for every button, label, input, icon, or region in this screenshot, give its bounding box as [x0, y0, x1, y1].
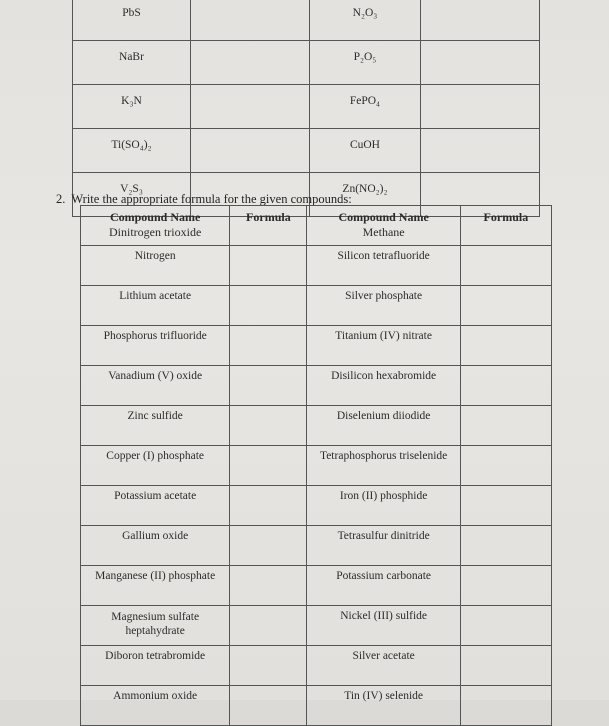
formula-answer-right[interactable]: [460, 566, 551, 606]
formula-answer-left[interactable]: [230, 246, 307, 286]
formula-answer-left[interactable]: [230, 446, 307, 486]
answer-cell-right[interactable]: [420, 0, 539, 41]
formula-answer-left[interactable]: [230, 686, 307, 726]
formula-answer-right[interactable]: [460, 406, 551, 446]
compound-formula-right: N₂O₃: [310, 0, 420, 41]
compound-formula-right: CuOH: [310, 129, 420, 173]
compound-name-left: Diboron tetrabromide: [81, 646, 230, 686]
compound-name-right: Nickel (III) sulfide: [307, 606, 460, 646]
table-header-row: [81, 206, 552, 246]
compound-name-left: Potassium acetate: [81, 486, 230, 526]
compound-formula-right: FePO₄: [310, 85, 420, 129]
compound-name-left: Vanadium (V) oxide: [81, 366, 230, 406]
formula-answer-left[interactable]: [230, 366, 307, 406]
header-formula-2: Formula: [460, 206, 551, 246]
table-row: [81, 566, 552, 606]
compound-formula-left: Ti(SO₄)₂: [73, 129, 191, 173]
header-compound-name-1: Compound Name Dinitrogen trioxide: [81, 206, 230, 246]
first-compound-right: Methane: [362, 225, 405, 239]
answer-cell-left[interactable]: [190, 41, 309, 85]
formula-answer-right[interactable]: [460, 446, 551, 486]
compound-name-right: Tetrasulfur dinitride: [307, 526, 460, 566]
compound-name-left: Manganese (II) phosphate: [81, 566, 230, 606]
formula-answer-left[interactable]: [230, 286, 307, 326]
formula-answer-right[interactable]: [460, 246, 551, 286]
compound-name-left: Phosphorus trifluoride: [81, 326, 230, 366]
compound-name-right: Silicon tetrafluoride: [307, 246, 460, 286]
formula-answer-left[interactable]: [230, 526, 307, 566]
formula-answer-right[interactable]: [460, 486, 551, 526]
compound-name-right: Iron (II) phosphide: [307, 486, 460, 526]
formula-answer-left[interactable]: [230, 606, 307, 646]
table-row: [81, 686, 552, 726]
answer-cell-right[interactable]: [420, 129, 539, 173]
table-row: [81, 646, 552, 686]
header-compound-name-2: Compound Name Methane: [307, 206, 460, 246]
formula-answer-left[interactable]: [230, 646, 307, 686]
table-row: [81, 286, 552, 326]
table-row: [81, 406, 552, 446]
compound-name-left: Magnesium sulfate heptahydrate: [81, 606, 230, 646]
compound-formula-left: NaBr: [73, 41, 191, 85]
formula-answer-right[interactable]: [460, 686, 551, 726]
table-row: [81, 326, 552, 366]
name-to-formula-table: [80, 205, 552, 726]
compound-name-left: Copper (I) phosphate: [81, 446, 230, 486]
compound-formula-left: PbS: [73, 0, 191, 41]
compound-name-left: Lithium acetate: [81, 286, 230, 326]
compound-name-left: Gallium oxide: [81, 526, 230, 566]
table-row: [73, 129, 540, 173]
compound-formula-left: K₃N: [73, 85, 191, 129]
first-compound-left: Dinitrogen trioxide: [108, 225, 202, 239]
table-row: [81, 246, 552, 286]
compound-name-right: Potassium carbonate: [307, 566, 460, 606]
answer-cell-right[interactable]: [420, 85, 539, 129]
compound-name-left: Ammonium oxide: [81, 686, 230, 726]
table-row: [73, 85, 540, 129]
answer-cell-right[interactable]: [420, 41, 539, 85]
header-formula-1: Formula: [230, 206, 307, 246]
answer-cell-left[interactable]: [190, 85, 309, 129]
table-row: [81, 366, 552, 406]
answer-cell-left[interactable]: [190, 129, 309, 173]
compound-formula-right: Zn(NO₂)₂: [310, 173, 420, 217]
compound-name-right: Diselenium diiodide: [307, 406, 460, 446]
formula-answer-left[interactable]: [230, 566, 307, 606]
formula-answer-right[interactable]: [460, 606, 551, 646]
table-row: [81, 606, 552, 646]
table-row: [81, 526, 552, 566]
formula-answer-left[interactable]: [230, 406, 307, 446]
compound-formula-left: V₂S₃: [73, 173, 191, 217]
formula-to-name-table: [72, 0, 540, 217]
formula-answer-right[interactable]: [460, 366, 551, 406]
formula-answer-right[interactable]: [460, 526, 551, 566]
answer-cell-left[interactable]: [190, 0, 309, 41]
compound-name-right: Tetraphosphorus triselenide: [307, 446, 460, 486]
table-row: [73, 41, 540, 85]
table-row: [81, 486, 552, 526]
compound-name-left: Zinc sulfide: [81, 406, 230, 446]
compound-name-right: Tin (IV) selenide: [307, 686, 460, 726]
question-number: 2.: [56, 192, 66, 206]
compound-formula-right: P₂O₅: [310, 41, 420, 85]
compound-name-left: Nitrogen: [81, 246, 230, 286]
compound-name-right: Disilicon hexabromide: [307, 366, 460, 406]
table-row: [81, 446, 552, 486]
formula-answer-right[interactable]: [460, 326, 551, 366]
formula-answer-right[interactable]: [460, 646, 551, 686]
formula-answer-left[interactable]: [230, 326, 307, 366]
formula-answer-left[interactable]: [230, 486, 307, 526]
question-text: Write the appropriate formula for the given compounds:: [71, 192, 352, 206]
table-row: [73, 0, 540, 41]
compound-name-right: Silver acetate: [307, 646, 460, 686]
formula-answer-right[interactable]: [460, 286, 551, 326]
compound-name-right: Titanium (IV) nitrate: [307, 326, 460, 366]
compound-name-right: Silver phosphate: [307, 286, 460, 326]
